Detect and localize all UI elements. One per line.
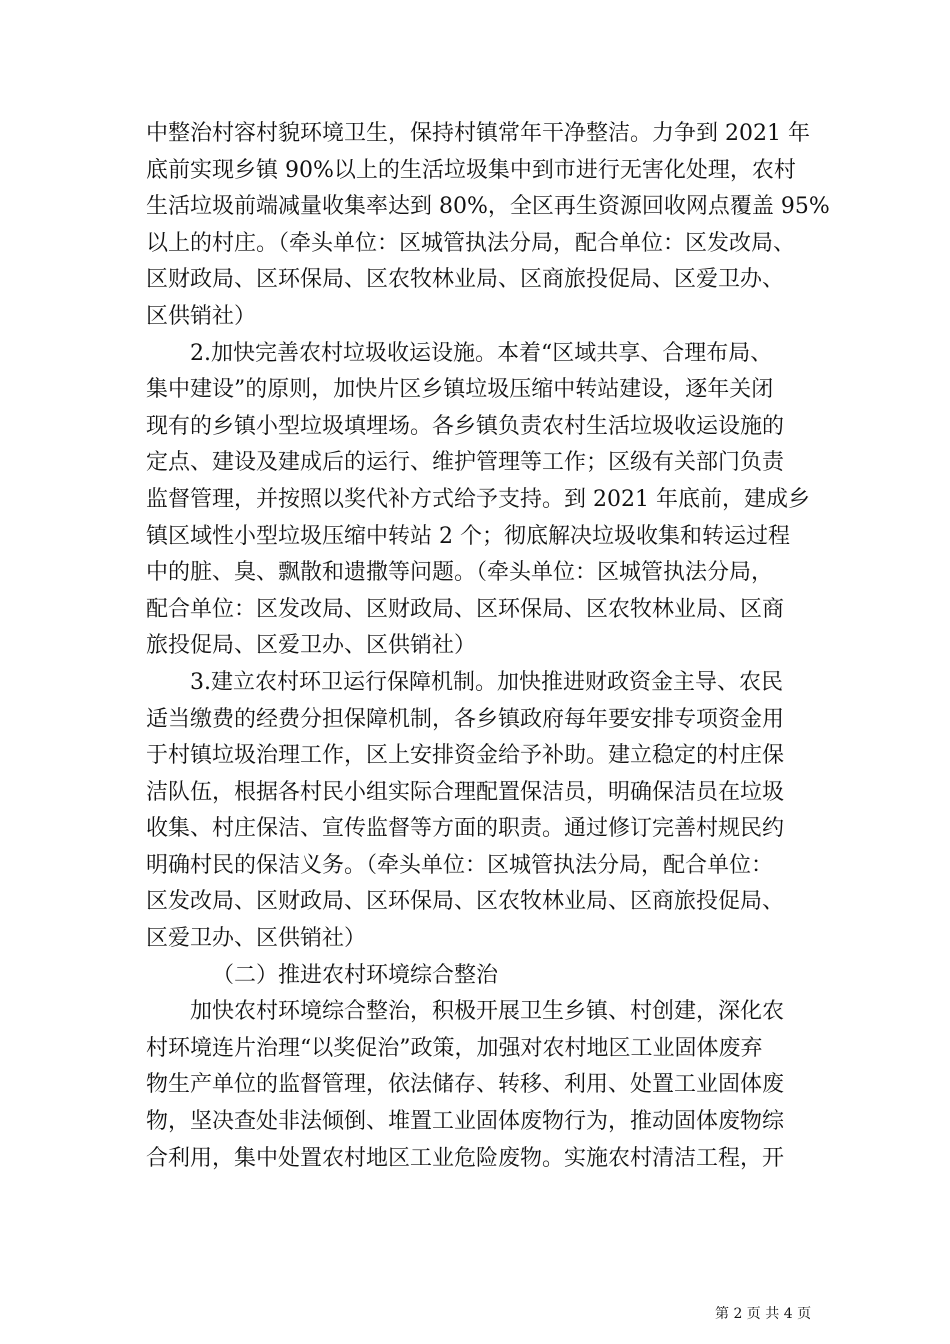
text-line: 定点、建设及建成后的运行、维护管理等工作；区级有关部门负责 xyxy=(146,450,785,476)
text-line: 洁队伍，根据各村民小组实际合理配置保洁员，明确保洁员在垃圾 xyxy=(146,779,785,805)
text-line: 合利用，集中处置农村地区工业危险废物。实施农村清洁工程，开 xyxy=(146,1145,785,1171)
text-line: 区供销社） xyxy=(146,303,257,329)
text-line: 现有的乡镇小型垃圾填埋场。各乡镇负责农村生活垃圾收运设施的 xyxy=(146,413,785,439)
text-line: 收集、村庄保洁、宣传监督等方面的职责。通过修订完善村规民约 xyxy=(146,816,785,842)
text-line: 明确村民的保洁义务。（牵头单位：区城管执法分局，配合单位： xyxy=(146,852,774,878)
text-line: 配合单位：区发改局、区财政局、区环保局、区农牧林业局、区商 xyxy=(146,596,785,622)
text-line: 旅投促局、区爱卫办、区供销社） xyxy=(146,633,477,659)
paragraph-start-2: 2.加快完善农村垃圾收运设施。本着“区域共享、合理布局、 xyxy=(190,340,773,366)
text-line: 底前实现乡镇 90%以上的生活垃圾集中到市进行无害化处理，农村 xyxy=(146,157,796,183)
text-line: 适当缴费的经费分担保障机制，各乡镇政府每年要安排专项资金用 xyxy=(146,706,785,732)
text-line: 生活垃圾前端减量收集率达到 80%，全区再生资源回收网点覆盖 95% xyxy=(146,194,830,220)
text-line: 村环境连片治理“以奖促治”政策，加强对农村地区工业固体废弃 xyxy=(146,1035,763,1061)
paragraph-start-3: 3.建立农村环卫运行保障机制。加快推进财政资金主导、农民 xyxy=(190,669,783,695)
text-line: 区财政局、区环保局、区农牧林业局、区商旅投促局、区爱卫办、 xyxy=(146,267,785,293)
text-line: 于村镇垃圾治理工作，区上安排资金给予补助。建立稳定的村庄保 xyxy=(146,743,785,769)
text-line: 集中建设”的原则，加快片区乡镇垃圾压缩中转站建设，逐年关闭 xyxy=(146,377,774,403)
text-line: 监督管理，并按照以奖代补方式给予支持。到 2021 年底前，建成乡 xyxy=(146,486,810,512)
text-line: 区爱卫办、区供销社） xyxy=(146,926,367,952)
text-line: 物生产单位的监督管理，依法储存、转移、利用、处置工业固体废 xyxy=(146,1072,785,1098)
text-line: 以上的村庄。（牵头单位：区城管执法分局，配合单位：区发改局、 xyxy=(146,230,796,256)
paragraph-start-section-2: 加快农村环境综合整治，积极开展卫生乡镇、村创建，深化农 xyxy=(190,999,785,1025)
text-line: 镇区域性小型垃圾压缩中转站 2 个；彻底解决垃圾收集和转运过程 xyxy=(146,523,790,549)
text-line: 物，坚决查处非法倾倒、堆置工业固体废物行为，推动固体废物综 xyxy=(146,1109,785,1135)
text-line: 中整治村容村貌环境卫生，保持村镇常年干净整洁。力争到 2021 年 xyxy=(146,121,810,146)
page-number-footer: 第 2 页 共 4 页 xyxy=(715,1306,812,1322)
document-body xyxy=(146,116,830,1177)
text-line: 区发改局、区财政局、区环保局、区农牧林业局、区商旅投促局、 xyxy=(146,889,785,915)
text-line: 中的脏、臭、飘散和遗撒等问题。（牵头单位：区城管执法分局， xyxy=(146,560,774,586)
section-heading: （二）推进农村环境综合整治 xyxy=(212,962,499,988)
